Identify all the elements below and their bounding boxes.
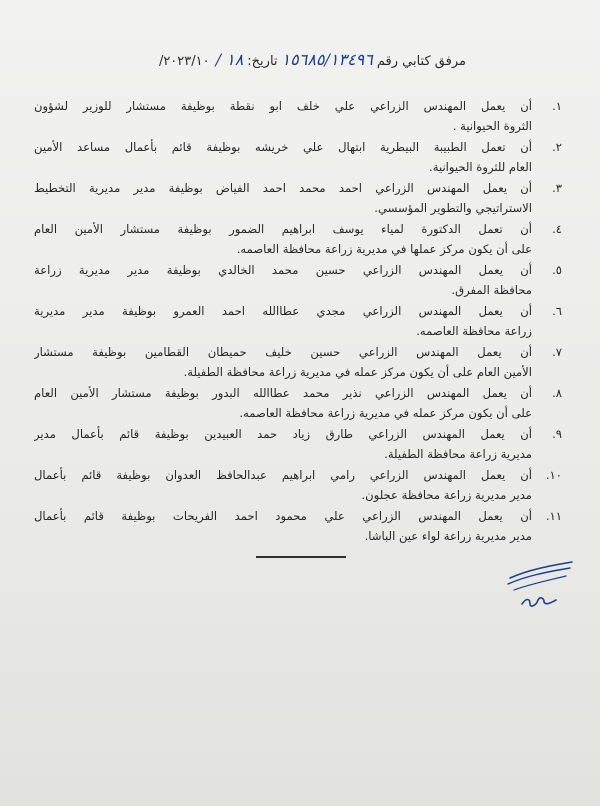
list-item [34, 96, 562, 136]
list-item [34, 178, 562, 218]
item-text-line-1: أن يعمل المهندس الزراعي حسين محمد الخالدي بوظيفة مدير مديرية زراعة [34, 263, 532, 277]
item-number: ١١. [545, 509, 562, 523]
item-text-line-1: أن تعمل الطبيبة البيطرية ابتهال علي خريشه بوظيفة قائم بأعمال مساعد الأمين [34, 140, 532, 154]
item-text-line-1: أن يعمل المهندس الزراعي علي خلف ابو نقطة بوظيفة مستشار للوزير لشؤون [34, 99, 532, 113]
end-divider [256, 556, 346, 558]
appointments-list [34, 96, 562, 547]
item-text-line-2: محافظة المفرق. [451, 283, 532, 297]
item-number: ٣. [552, 181, 562, 195]
item-text-line-1: أن يعمل المهندس الزراعي نذير محمد عطاالله البدور بوظيفة مستشار الأمين العام [34, 386, 532, 400]
list-item [34, 219, 562, 259]
item-text-line-1: أن يعمل المهندس الزراعي رامي ابراهيم عبدالحافظ العدوان بوظيفة قائم بأعمال [34, 468, 532, 482]
list-item [34, 424, 562, 464]
handwritten-reference-number: ١٥٦٨٥/١٣٤٩٦ [281, 50, 373, 69]
list-item [34, 506, 562, 546]
item-number: ٢. [552, 140, 562, 154]
item-text-line-2: مدير مديرية زراعة لواء عين الباشا. [364, 529, 532, 543]
date-label: تاريخ: [247, 54, 278, 69]
item-number: ٥. [552, 263, 562, 277]
item-text-line-2: مديرية زراعة محافظة الطفيلة. [384, 447, 532, 461]
document-header [159, 50, 466, 69]
item-number: ٧. [552, 345, 562, 359]
item-number: ١. [552, 99, 562, 113]
item-text-line-1: أن يعمل المهندس الزراعي علي محمود احمد الفريحات بوظيفة قائم بأعمال [34, 509, 532, 523]
item-number: ٤. [552, 222, 562, 236]
list-item [34, 301, 562, 341]
item-text-line-1: أن تعمل الدكتورة لمياء يوسف ابراهيم الضمور بوظيفة مستشار الأمين العام [34, 222, 532, 236]
list-item [34, 465, 562, 505]
item-text-line-1: أن يعمل المهندس الزراعي حسين خليف حميطان القطامين بوظيفة مستشار [34, 345, 532, 359]
list-item [34, 260, 562, 300]
item-text-line-1: أن يعمل المهندس الزراعي طارق زياد حمد العبيدين بوظيفة قائم بأعمال مدير [34, 427, 532, 441]
item-text-line-1: أن يعمل المهندس الزراعي مجدي عطاالله احمد العمرو بوظيفة مدير مديرية [34, 304, 532, 318]
list-item [34, 342, 562, 382]
item-text-line-2: العام للثروة الحيوانية. [429, 160, 532, 174]
item-number: ٨. [552, 386, 562, 400]
item-text-line-2: على أن يكون مركز عملها في مديرية زراعة محافظة العاصمه. [236, 242, 532, 256]
attachment-label: مرفق كتابي رقم [376, 54, 466, 69]
item-text-line-2: الاستراتيجي والتطوير المؤسسي. [374, 201, 532, 215]
item-text-line-2: الثروة الحيوانية . [452, 119, 532, 133]
typed-date: ٢٠٢٣/١٠/ [158, 54, 210, 69]
handwritten-date-day: ١٨ / [215, 50, 244, 69]
item-number: ١٠. [545, 468, 562, 482]
item-text-line-2: الأمين العام على أن يكون مركز عمله في مديرية زراعة محافظة الطفيلة. [183, 365, 532, 379]
item-text-line-1: أن يعمل المهندس الزراعي احمد محمد احمد الفياض بوظيفة مدير مديرية التخطيط [34, 181, 532, 195]
item-text-line-2: مدير مديرية زراعة محافظة عجلون. [361, 488, 532, 502]
list-item [34, 137, 562, 177]
handwritten-signature [500, 556, 580, 616]
item-text-line-2: على أن يكون مركز عمله في مديرية زراعة محافظة العاصمه. [239, 406, 532, 420]
list-item [34, 383, 562, 423]
item-text-line-2: زراعة محافظة العاصمه. [416, 324, 532, 338]
item-number: ٩. [552, 427, 562, 441]
item-number: ٦. [552, 304, 562, 318]
